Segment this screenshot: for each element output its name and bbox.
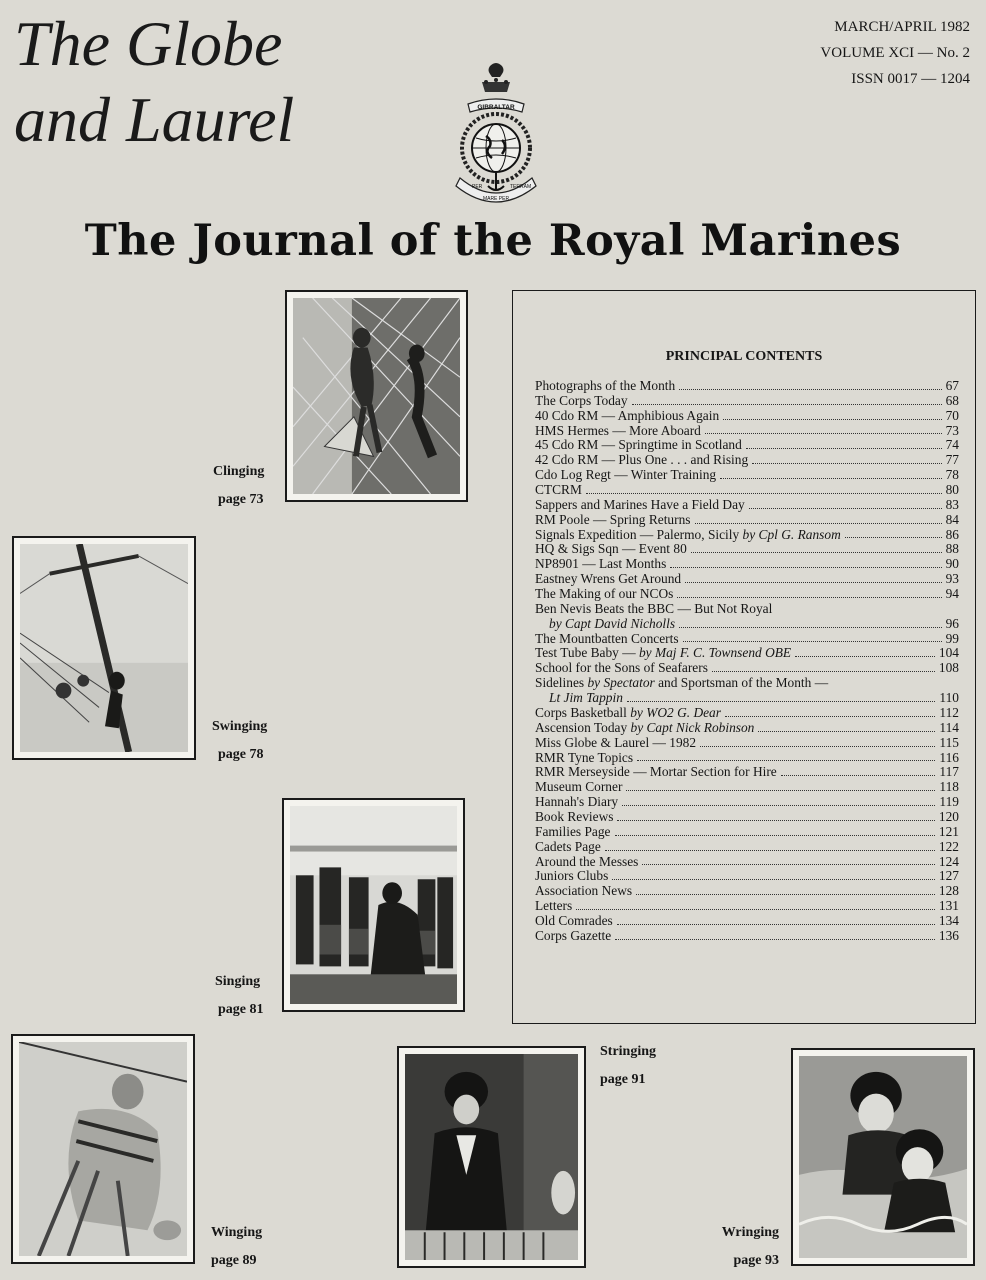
svg-text:GIBRALTAR: GIBRALTAR [477, 104, 515, 111]
entry-page: 108 [938, 660, 959, 676]
caption-winging: Winging page 89 [211, 1225, 263, 1268]
contents-entry [535, 528, 959, 543]
entry-page: 78 [945, 467, 959, 483]
entry-page: 114 [939, 719, 959, 735]
contents-entry [535, 557, 959, 572]
contents-list [535, 379, 959, 944]
entry-page: 124 [938, 853, 959, 869]
caption-swinging: Swinging page 78 [212, 719, 268, 762]
entry-title: Test Tube Baby — [535, 645, 639, 661]
svg-text:TERRAM: TERRAM [510, 184, 532, 190]
photo-wringing [791, 1048, 975, 1266]
entry-title: Book Reviews [535, 808, 614, 824]
caption-singing: Singing page 81 [215, 974, 264, 1017]
contents-entry [535, 914, 959, 929]
contents-entry [535, 825, 959, 840]
entry-page: 120 [938, 808, 959, 824]
caption-stringing: Stringing page 91 [600, 1044, 657, 1087]
masthead [14, 6, 294, 158]
entry-page: 74 [945, 437, 959, 453]
entry-byline: by Maj F. C. Townsend OBE [638, 645, 792, 661]
entry-title: Families Page [535, 823, 611, 839]
contents-entry [535, 884, 959, 899]
entry-page: 67 [945, 377, 959, 393]
entry-title-cont: and Sportsman of the Month — [654, 675, 829, 691]
entry-title: Miss Globe & Laurel — 1982 [535, 734, 697, 750]
entry-page: 119 [939, 794, 959, 810]
photo-clinging [285, 290, 468, 502]
contents-title: PRINCIPAL CONTENTS [665, 349, 823, 364]
entry-title: Around the Messes [535, 853, 639, 869]
entry-title: HQ & Sigs Sqn — Event 80 [535, 541, 687, 557]
contents-entry [535, 855, 959, 870]
issue-date: MARCH/APRIL 1982 [834, 19, 970, 35]
contents-entry [535, 379, 959, 394]
entry-page: 73 [945, 422, 959, 438]
entry-page: 128 [938, 883, 959, 899]
entry-page: 94 [945, 586, 959, 602]
contents-entry [535, 438, 959, 453]
photo-winging [11, 1034, 195, 1264]
journal-title: The Journal of the Royal Marines [84, 216, 902, 266]
contents-entry [535, 706, 959, 721]
contents-entry [535, 602, 959, 632]
entry-title: Letters [535, 898, 573, 914]
entry-title: Juniors Clubs [535, 868, 609, 884]
entry-title: The Corps Today [535, 392, 628, 408]
entry-byline: by Spectator [587, 675, 655, 691]
entry-page: 99 [945, 630, 959, 646]
entry-page: 96 [945, 615, 959, 631]
svg-text:PER: PER [472, 184, 483, 190]
caption-clinging: Clinging page 73 [213, 464, 265, 507]
contents-entry [535, 929, 959, 944]
contents-entry [535, 646, 959, 661]
entry-title: Hannah's Diary [535, 794, 619, 810]
entry-title: Corps Gazette [535, 927, 612, 943]
entry-page: 80 [945, 482, 959, 497]
contents-entry [535, 542, 959, 557]
entry-page: 104 [938, 645, 959, 661]
contents-entry [535, 498, 959, 513]
entry-title: Sappers and Marines Have a Field Day [535, 496, 745, 512]
royal-marines-crest-icon [446, 60, 546, 210]
entry-page: 127 [938, 868, 959, 884]
contents-entry [535, 736, 959, 751]
entry-title: HMS Hermes — More Aboard [535, 422, 701, 438]
contents-entry [535, 453, 959, 468]
entry-byline: by Cpl G. Ransom [742, 526, 841, 542]
contents-entry [535, 424, 959, 439]
entry-title: Ben Nevis Beats the BBC — But Not Royal [535, 600, 773, 616]
entry-page: 122 [938, 838, 959, 854]
entry-title: 40 Cdo RM — Amphibious Again [535, 407, 720, 423]
photo-swinging [12, 536, 196, 760]
entry-title: School for the Sons of Seafarers [535, 660, 708, 676]
contents-entry [535, 765, 959, 780]
photo-stringing [397, 1046, 586, 1268]
contents-entry [535, 840, 959, 855]
entry-title: The Making of our NCOs [535, 586, 674, 602]
entry-page: 134 [938, 912, 959, 928]
entry-page: 131 [938, 898, 959, 914]
contents-entry [535, 810, 959, 825]
contents-entry [535, 409, 959, 424]
svg-text:MARE PER: MARE PER [482, 196, 510, 202]
entry-title: RMR Merseyside — Mortar Section for Hire [535, 764, 777, 780]
contents-entry [535, 468, 959, 483]
entry-title: Cdo Log Regt — Winter Training [535, 467, 717, 483]
entry-title: 42 Cdo RM — Plus One . . . and Rising [535, 452, 749, 468]
photo-singing [282, 798, 465, 1012]
entry-page: 93 [945, 571, 959, 587]
contents-entry [535, 632, 959, 647]
entry-page: 121 [938, 823, 959, 839]
entry-title: 45 Cdo RM — Springtime in Scotland [535, 437, 742, 453]
entry-page: 116 [939, 749, 959, 765]
entry-page: 83 [945, 496, 959, 512]
entry-byline: Lt Jim Tappin [549, 690, 623, 706]
caption-wringing: Wringing page 93 [721, 1225, 779, 1268]
entry-title: Association News [535, 883, 633, 899]
entry-page: 70 [945, 407, 959, 423]
entry-page: 90 [945, 556, 959, 572]
entry-page: 68 [945, 392, 959, 408]
entry-title: Sidelines [535, 675, 588, 691]
contents-entry [535, 676, 959, 706]
contents-box [512, 290, 976, 1024]
entry-title: Signals Expedition — Palermo, Sicily [535, 526, 743, 542]
entry-page: 117 [939, 764, 959, 780]
masthead-line-2: and Laurel [14, 84, 295, 155]
contents-entry [535, 780, 959, 795]
entry-title: CTCRM [535, 482, 582, 497]
contents-entry [535, 587, 959, 602]
entry-page: 115 [939, 734, 959, 750]
entry-title: Eastney Wrens Get Around [535, 571, 682, 587]
entry-title: Museum Corner [535, 779, 623, 795]
issue-info [820, 14, 970, 92]
contents-entry [535, 661, 959, 676]
entry-title: The Mountbatten Concerts [535, 630, 679, 646]
entry-byline: by WO2 G. Dear [630, 704, 721, 720]
contents-entry [535, 483, 959, 498]
entry-title: RM Poole — Spring Returns [535, 511, 691, 527]
contents-entry [535, 795, 959, 810]
contents-entry [535, 394, 959, 409]
entry-page: 88 [945, 541, 959, 557]
issue-volume: VOLUME XCI — No. 2 [820, 45, 970, 61]
entry-title: Photographs of the Month [535, 377, 676, 393]
entry-title: Old Comrades [535, 912, 613, 928]
entry-page: 110 [939, 690, 959, 706]
entry-byline: by Capt Nick Robinson [630, 719, 755, 735]
entry-title: Corps Basketball [535, 704, 631, 720]
entry-title: Cadets Page [535, 838, 601, 854]
entry-page: 84 [945, 511, 959, 527]
entry-page: 136 [938, 927, 959, 943]
entry-title: RMR Tyne Topics [535, 749, 634, 765]
contents-entry [535, 721, 959, 736]
issue-issn: ISSN 0017 — 1204 [851, 71, 970, 87]
entry-page: 86 [945, 526, 959, 542]
entry-title: NP8901 — Last Months [535, 556, 667, 572]
entry-page: 77 [945, 452, 959, 468]
entry-page: 112 [939, 704, 959, 720]
entry-page: 118 [939, 779, 959, 795]
contents-entry [535, 869, 959, 884]
contents-entry [535, 572, 959, 587]
contents-entry [535, 751, 959, 766]
contents-entry [535, 513, 959, 528]
entry-title: Ascension Today [535, 719, 631, 735]
contents-entry [535, 899, 959, 914]
masthead-line-1: The Globe [14, 8, 283, 79]
entry-byline: by Capt David Nicholls [549, 615, 676, 631]
